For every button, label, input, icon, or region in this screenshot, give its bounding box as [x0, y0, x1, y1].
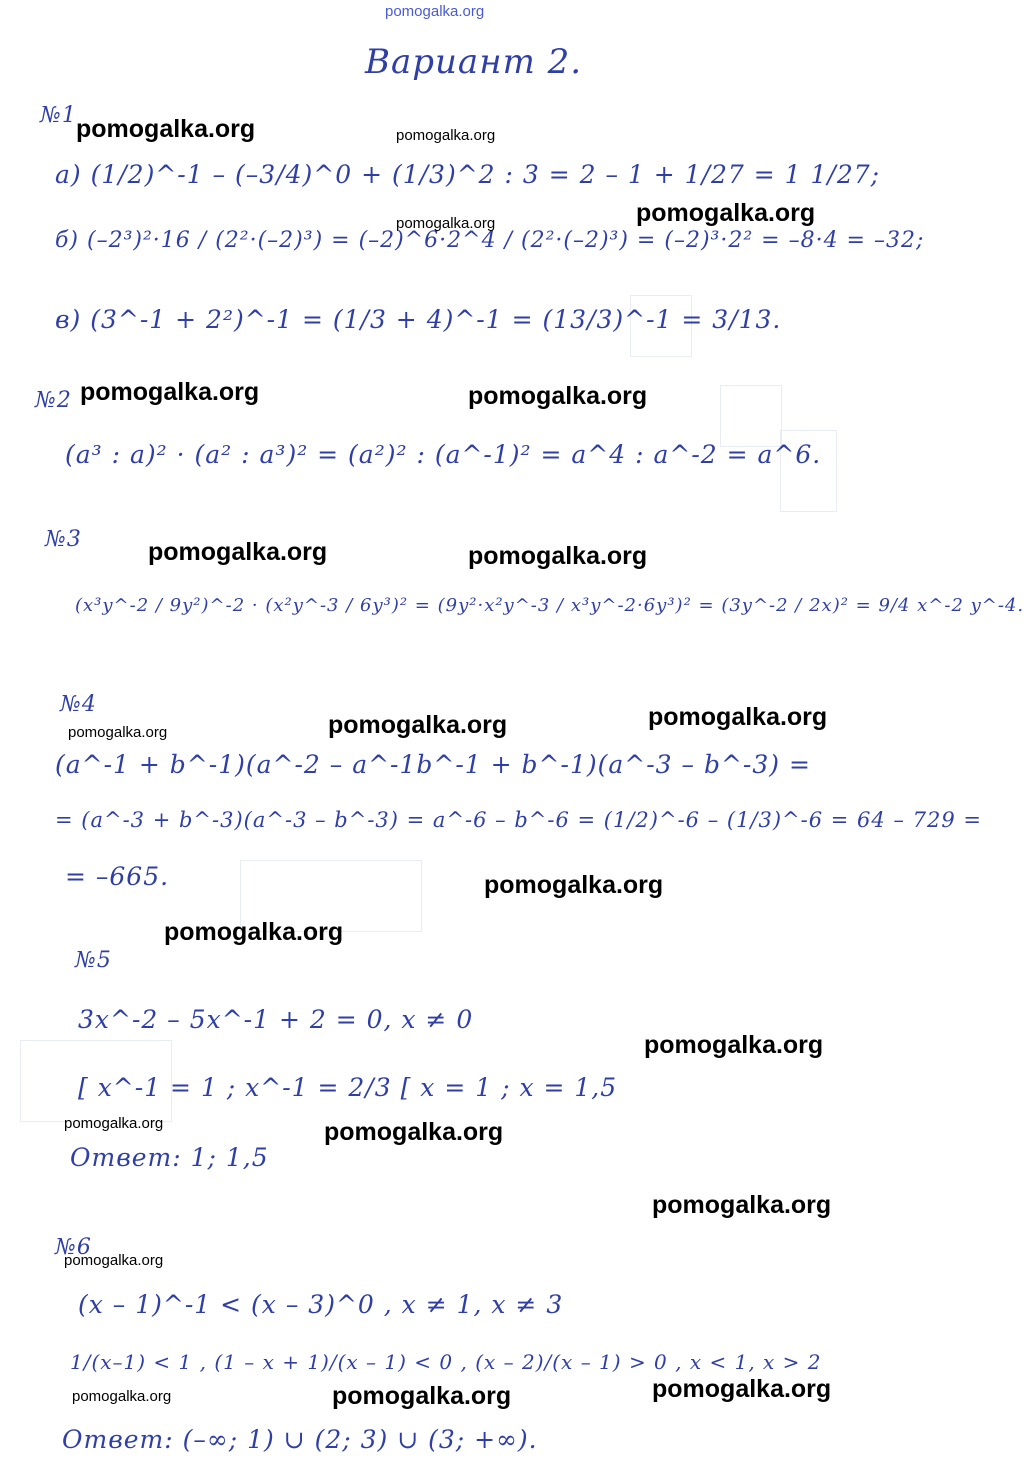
watermark: pomogalka.org [636, 199, 816, 227]
watermark: pomogalka.org [468, 382, 648, 410]
watermark: pomogalka.org [328, 711, 508, 739]
header-watermark: pomogalka.org [385, 3, 485, 20]
task-6-line-1: (x – 1)^-1 < (x – 3)^0 , x ≠ 1, x ≠ 3 [78, 1290, 564, 1319]
task-5-line-2: [ x^-1 = 1 ; x^-1 = 2/3 [ x = 1 ; x = 1,5 [78, 1073, 618, 1102]
task-1-line-c: в) (3^-1 + 2²)^-1 = (1/3 + 4)^-1 = (13/3)^-1 = 3/13. [55, 305, 782, 334]
task-4-line-2: = (a^-3 + b^-3)(a^-3 – b^-3) = a^-6 – b^-6 = (1/2)^-6 – (1/3)^-6 = 64 – 729 = [55, 808, 982, 832]
watermark: pomogalka.org [644, 1031, 824, 1059]
task-6-line-2: 1/(x–1) < 1 , (1 – x + 1)/(x – 1) < 0 , (x – 2)/(x – 1) > 0 , x < 1, x > 2 [70, 1350, 822, 1374]
task-2-line: (a³ : a)² · (a² : a³)² = (a²)² : (a^-1)² = a^4 : a^-2 = a^6. [65, 440, 822, 469]
watermark: pomogalka.org [164, 918, 344, 946]
watermark: pomogalka.org [324, 1118, 504, 1146]
watermark: pomogalka.org [80, 378, 260, 406]
task-3-label: №3 [45, 527, 82, 552]
watermark: pomogalka.org [68, 724, 168, 741]
task-4-line-1: (a^-1 + b^-1)(a^-2 – a^-1b^-1 + b^-1)(a^-3 – b^-3) = [55, 750, 811, 779]
watermark: pomogalka.org [648, 703, 828, 731]
task-4-label: №4 [60, 692, 97, 717]
watermark: pomogalka.org [396, 215, 496, 232]
watermark: pomogalka.org [652, 1375, 832, 1403]
watermark: pomogalka.org [484, 871, 664, 899]
watermark: pomogalka.org [332, 1382, 512, 1410]
task-5-label: №5 [75, 948, 112, 973]
watermark: pomogalka.org [396, 127, 496, 144]
watermark: pomogalka.org [76, 115, 256, 143]
watermark: pomogalka.org [72, 1388, 172, 1405]
grid-remnant [720, 385, 782, 447]
task-2-label: №2 [35, 388, 72, 413]
watermark: pomogalka.org [468, 542, 648, 570]
page-title: Вариант 2. [365, 42, 583, 82]
task-1-line-a: а) (1/2)^-1 – (–3/4)^0 + (1/3)^2 : 3 = 2 – 1 + 1/27 = 1 1/27; [55, 160, 881, 189]
task-5-line-1: 3x^-2 – 5x^-1 + 2 = 0, x ≠ 0 [78, 1005, 474, 1034]
task-1-label: №1 [40, 103, 77, 128]
task-3-line: (x³y^-2 / 9y²)^-2 · (x²y^-3 / 6y³)² = (9y²·x²y^-3 / x³y^-2·6y³)² = (3y^-2 / 2x)² = 9/4 x^-2 y^-4. [75, 595, 1024, 616]
task-1-line-b: б) (–2³)²·16 / (2²·(–2)³) = (–2)^6·2^4 / (2²·(–2)³) = (–2)³·2² = –8·4 = –32; [55, 228, 925, 253]
watermark: pomogalka.org [652, 1191, 832, 1219]
watermark: pomogalka.org [148, 538, 328, 566]
task-6-label: №6 [55, 1235, 92, 1260]
task-4-line-3: = –665. [65, 862, 170, 891]
task-5-answer: Ответ: 1; 1,5 [70, 1143, 269, 1172]
watermark: pomogalka.org [64, 1252, 164, 1269]
watermark: pomogalka.org [64, 1115, 164, 1132]
task-6-answer: Ответ: (–∞; 1) ∪ (2; 3) ∪ (3; +∞). [62, 1425, 538, 1454]
